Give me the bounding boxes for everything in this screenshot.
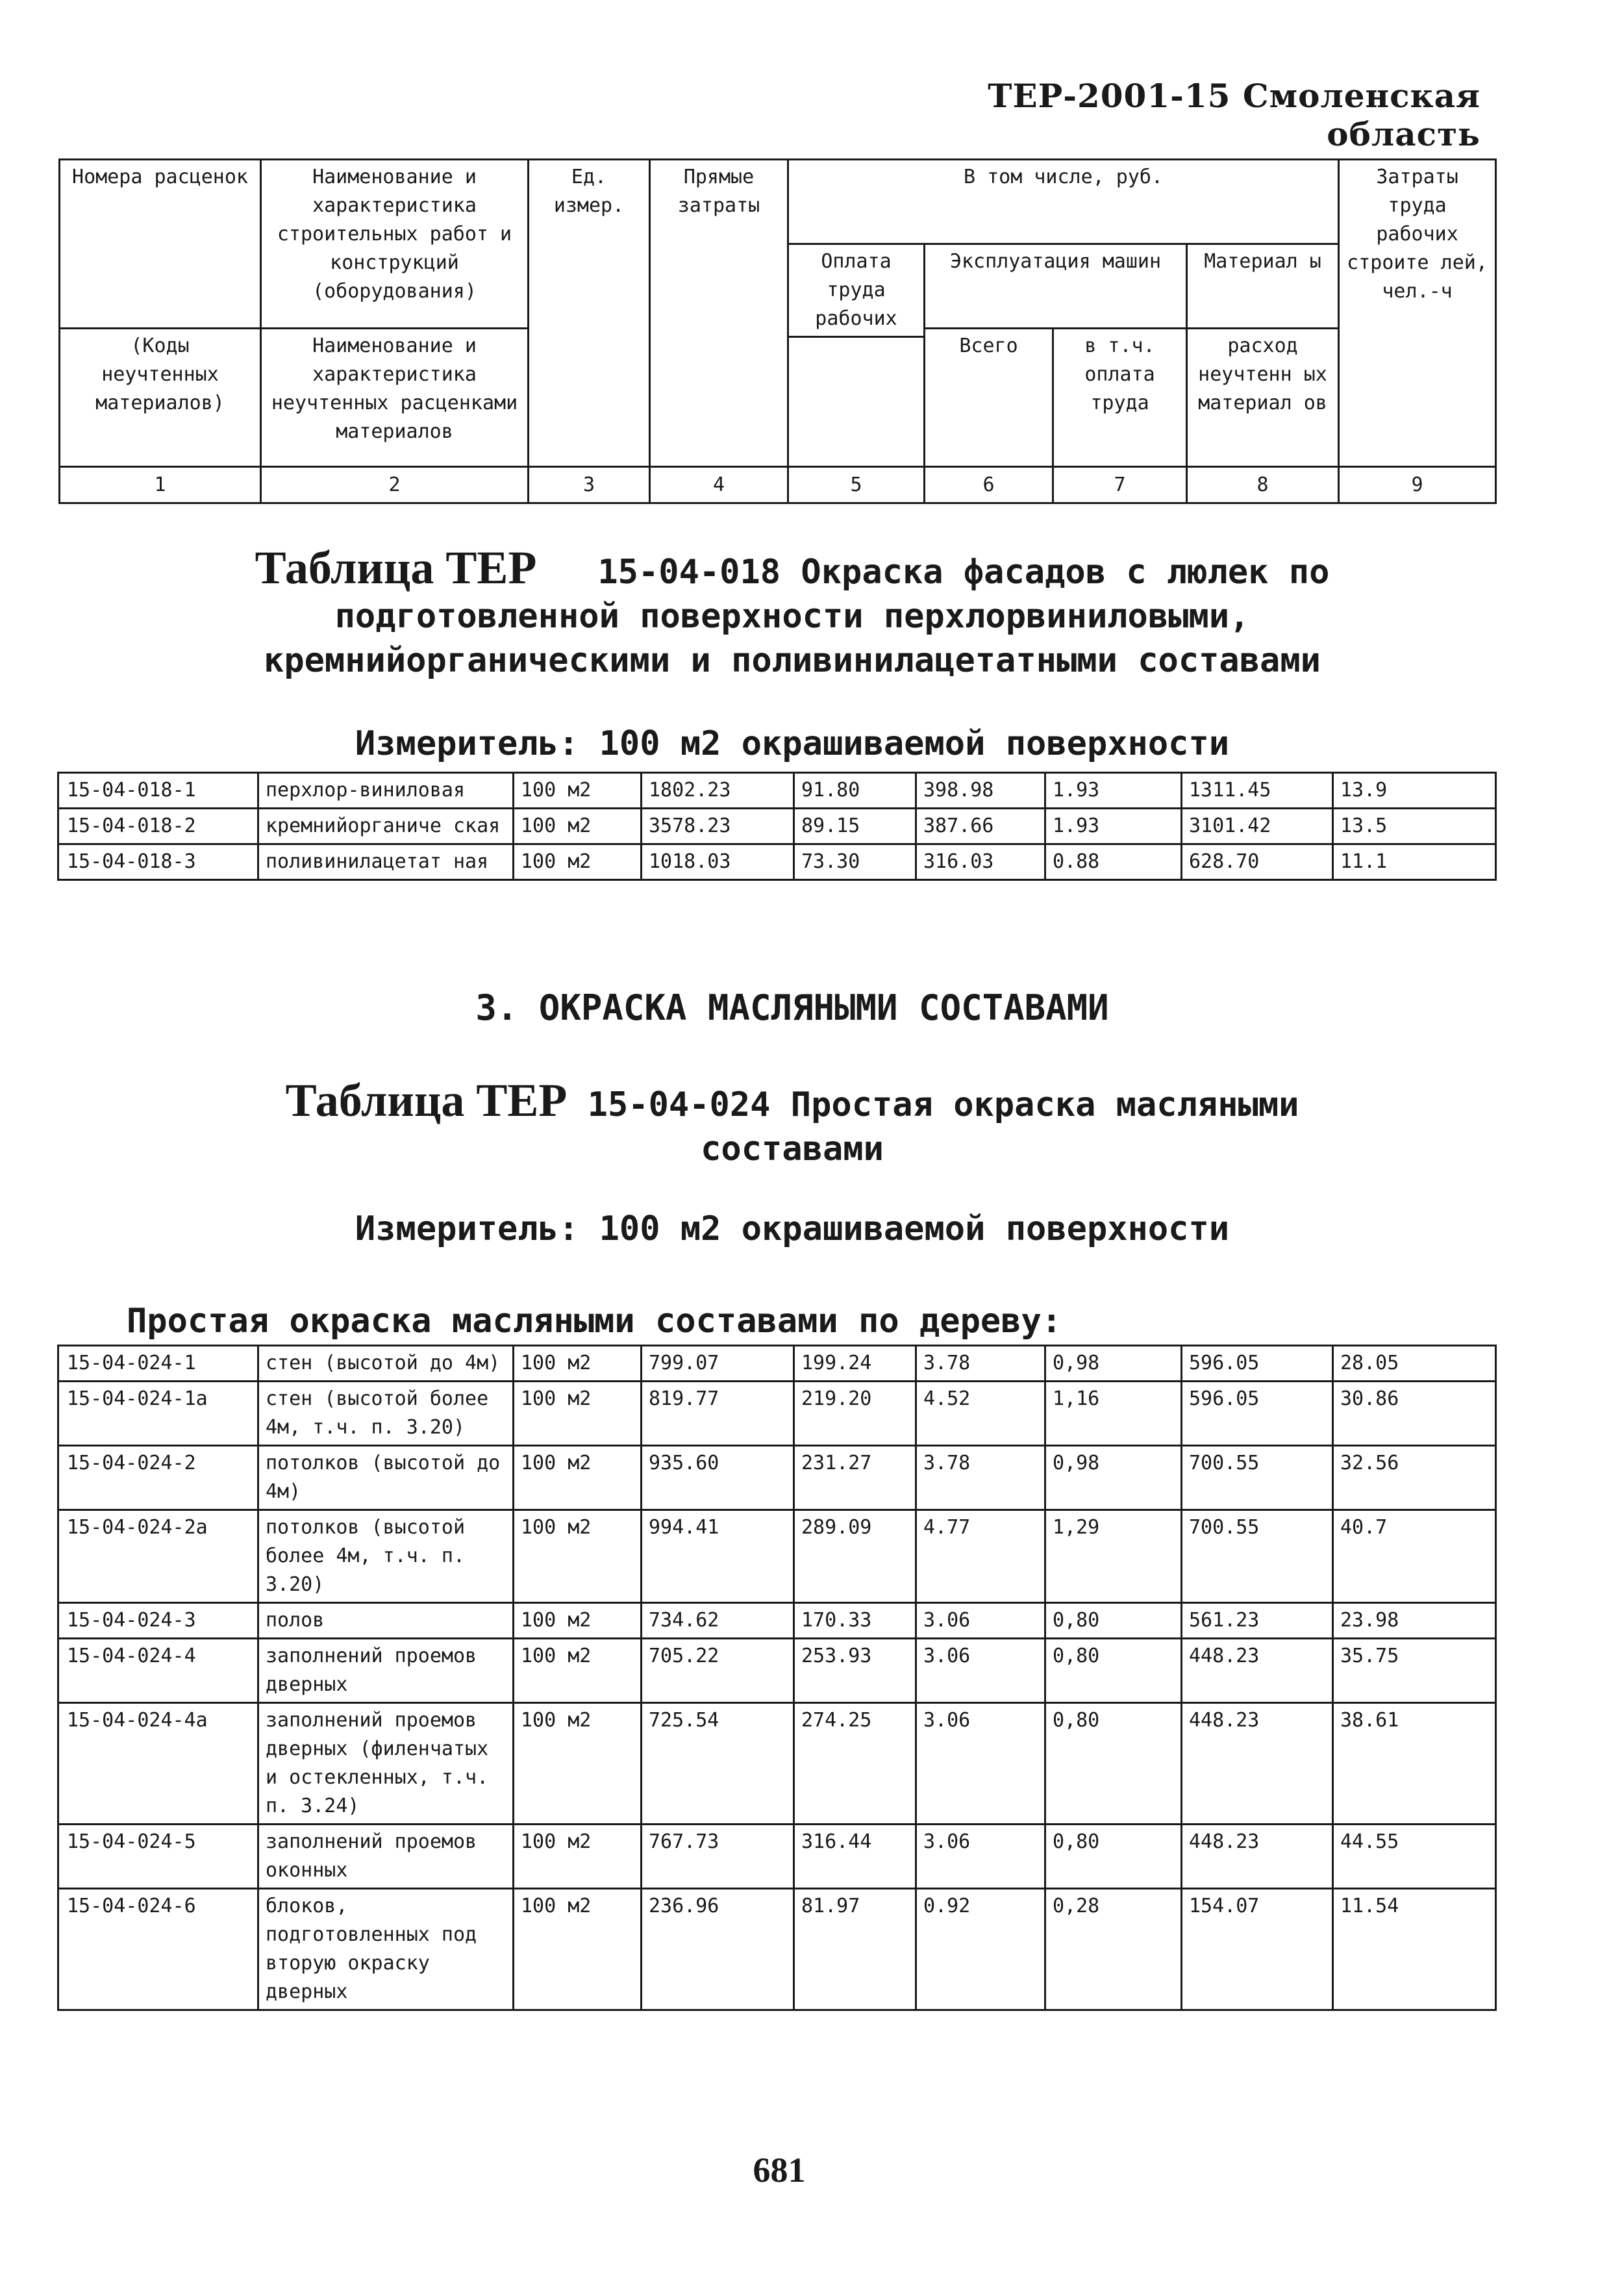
labor-hours: 11.54 [1333,1889,1496,2010]
materials: 1311.45 [1182,773,1333,809]
direct-costs: 734.62 [642,1603,794,1639]
table1-measure: Измеритель: 100 м2 окрашиваемой поверхности [355,724,1230,763]
materials: 596.05 [1182,1346,1333,1382]
work-name: перхлор-виниловая [258,773,514,809]
labor-pay: 231.27 [794,1446,916,1510]
page-header: ТЕР-2001-15 Смоленская область [988,77,1480,153]
unit: 100 м2 [514,1510,642,1603]
labor-pay: 316.44 [794,1825,916,1889]
table1-prefix: Таблица ТЕР [255,542,537,594]
work-name: потолков (высотой более 4м, т.ч. п. 3.20) [258,1510,514,1603]
table2-title-line1: 15-04-024 Простая окраска масляными [587,1085,1299,1124]
rate-code: 15-04-024-4а [58,1703,258,1825]
section-title: 3. ОКРАСКА МАСЛЯНЫМИ СОСТАВАМИ [475,987,1109,1028]
machines-total: 3.78 [916,1446,1045,1510]
direct-costs: 236.96 [642,1889,794,2010]
materials: 561.23 [1182,1603,1333,1639]
labor-pay: 81.97 [794,1889,916,2010]
table-row [58,1639,1496,1703]
table2-prefix: Таблица ТЕР [285,1074,568,1126]
machines-total: 4.52 [916,1382,1045,1446]
materials: 596.05 [1182,1382,1333,1446]
header-codes: Номера расценок [60,160,261,329]
unit: 100 м2 [514,1639,642,1703]
header-work-name: Наименование и характеристика строительных работ и конструкций (оборудования) [261,160,529,329]
work-name: потолков (высотой до 4м) [258,1446,514,1510]
rate-code: 15-04-024-4 [58,1639,258,1703]
table2-measure: Измеритель: 100 м2 окрашиваемой поверхности [355,1209,1230,1248]
labor-hours: 28.05 [1333,1346,1496,1382]
machines-pay: 0,98 [1045,1346,1182,1382]
unit: 100 м2 [514,1825,642,1889]
labor-pay: 89.15 [794,809,916,844]
unit: 100 м2 [514,844,642,880]
labor-pay: 199.24 [794,1346,916,1382]
labor-hours: 38.61 [1333,1703,1496,1825]
machines-total: 3.06 [916,1639,1045,1703]
table-row [58,1510,1496,1603]
header-unaccounted-codes: (Коды неучтенных материалов) [60,329,261,467]
labor-hours: 44.55 [1333,1825,1496,1889]
labor-hours: 13.5 [1333,809,1496,844]
direct-costs: 1018.03 [642,844,794,880]
labor-hours: 23.98 [1333,1603,1496,1639]
unit: 100 м2 [514,1603,642,1639]
work-name: стен (высотой более 4м, т.ч. п. 3.20) [258,1382,514,1446]
header-machines-pay: в т.ч. оплата труда [1053,329,1187,467]
unit: 100 м2 [514,809,642,844]
materials: 154.07 [1182,1889,1333,2010]
table-row [58,1889,1496,2010]
direct-costs: 994.41 [642,1510,794,1603]
unit: 100 м2 [514,773,642,809]
table-row [58,1703,1496,1825]
labor-pay: 73.30 [794,844,916,880]
rate-code: 15-04-024-2а [58,1510,258,1603]
rate-code: 15-04-024-1 [58,1346,258,1382]
column-number: 2 [261,467,529,503]
materials: 448.23 [1182,1825,1333,1889]
table-row [58,844,1496,880]
machines-pay: 0,28 [1045,1889,1182,2010]
table-row [58,1446,1496,1510]
column-number: 4 [650,467,788,503]
work-name: поливинилацетат ная [258,844,514,880]
direct-costs: 799.07 [642,1346,794,1382]
page-number: 681 [753,2151,806,2190]
machines-total: 3.06 [916,1703,1045,1825]
table1-title [78,542,1506,683]
materials: 3101.42 [1182,809,1333,844]
labor-pay: 253.93 [794,1639,916,1703]
header-machines: Эксплуатация машин [925,244,1187,329]
column-number: 8 [1187,467,1339,503]
table-row [58,1382,1496,1446]
direct-costs: 767.73 [642,1825,794,1889]
header-unit: Ед. измер. [529,160,650,467]
column-number: 6 [925,467,1053,503]
materials: 700.55 [1182,1446,1333,1510]
table2-subtitle: Простая окраска масляными составами по дереву: [127,1302,1062,1341]
labor-hours: 30.86 [1333,1382,1496,1446]
table2-title-line2: составами [701,1130,884,1169]
machines-total: 316.03 [916,844,1045,880]
labor-pay: 219.20 [794,1382,916,1446]
machines-total: 3.78 [916,1346,1045,1382]
machines-total: 398.98 [916,773,1045,809]
labor-hours: 11.1 [1333,844,1496,880]
header-including: В том числе, руб. [788,160,1339,244]
machines-pay: 0,98 [1045,1446,1182,1510]
header-labor-hours: Затраты труда рабочих строите лей, чел.-ч [1339,160,1496,467]
machines-pay: 0.88 [1045,844,1182,880]
machines-pay: 0,80 [1045,1703,1182,1825]
table-row [58,1346,1496,1382]
table-row [58,809,1496,844]
direct-costs: 935.60 [642,1446,794,1510]
work-name: заполнений проемов дверных (филенчатых и остекленных, т.ч. п. 3.24) [258,1703,514,1825]
materials: 448.23 [1182,1639,1333,1703]
unit: 100 м2 [514,1889,642,2010]
rate-code: 15-04-024-6 [58,1889,258,2010]
work-name: заполнений проемов оконных [258,1825,514,1889]
work-name: стен (высотой до 4м) [258,1346,514,1382]
machines-pay: 1,29 [1045,1510,1182,1603]
unit: 100 м2 [514,1703,642,1825]
header-unaccounted-name: Наименование и характеристика неучтенных расценками материалов [261,329,529,467]
direct-costs: 725.54 [642,1703,794,1825]
direct-costs: 3578.23 [642,809,794,844]
rate-code: 15-04-018-2 [58,809,258,844]
machines-pay: 0,80 [1045,1639,1182,1703]
materials: 628.70 [1182,844,1333,880]
column-number: 7 [1053,467,1187,503]
labor-pay: 170.33 [794,1603,916,1639]
labor-pay: 274.25 [794,1703,916,1825]
column-number: 9 [1339,467,1496,503]
unit: 100 м2 [514,1446,642,1510]
header-labor-pay: Оплата труда рабочих [788,244,925,337]
rate-code: 15-04-024-2 [58,1446,258,1510]
header-direct-costs: Прямые затраты [650,160,788,467]
labor-pay: 289.09 [794,1510,916,1603]
machines-total: 0.92 [916,1889,1045,2010]
unit: 100 м2 [514,1382,642,1446]
table1-rows [57,772,1497,881]
column-number: 5 [788,467,925,503]
labor-hours: 40.7 [1333,1510,1496,1603]
machines-pay: 0,80 [1045,1603,1182,1639]
unit: 100 м2 [514,1346,642,1382]
work-name: блоков, подготовленных под вторую окраску дверных [258,1889,514,2010]
table-row [58,773,1496,809]
materials: 700.55 [1182,1510,1333,1603]
direct-costs: 705.22 [642,1639,794,1703]
materials: 448.23 [1182,1703,1333,1825]
header-spacer [788,337,925,467]
machines-pay: 1,16 [1045,1382,1182,1446]
labor-hours: 13.9 [1333,773,1496,809]
header-materials: Материал ы [1187,244,1339,329]
rate-code: 15-04-018-3 [58,844,258,880]
header-machines-total: Всего [925,329,1053,467]
machines-pay: 1.93 [1045,809,1182,844]
table1-title-line3: кремнийорганическими и поливинилацетатными составами [264,641,1321,680]
table-row [58,1603,1496,1639]
column-header-table [58,158,1497,504]
table2-rows [57,1345,1497,2011]
header-unaccounted-consumption: расход неучтенн ых материал ов [1187,329,1339,467]
rate-code: 15-04-024-1а [58,1382,258,1446]
direct-costs: 1802.23 [642,773,794,809]
work-name: заполнений проемов дверных [258,1639,514,1703]
table1-title-line2: подготовленной поверхности перхлорвиниловыми, [334,597,1250,636]
machines-pay: 1.93 [1045,773,1182,809]
labor-hours: 35.75 [1333,1639,1496,1703]
table-row [58,1825,1496,1889]
rate-code: 15-04-024-3 [58,1603,258,1639]
table1-title-line1: 15-04-018 Окраска фасадов с люлек по [597,553,1330,592]
column-number: 3 [529,467,650,503]
machines-total: 3.06 [916,1825,1045,1889]
work-name: полов [258,1603,514,1639]
work-name: кремнийорганиче ская [258,809,514,844]
column-number: 1 [60,467,261,503]
table2-title [78,1074,1506,1171]
machines-pay: 0,80 [1045,1825,1182,1889]
machines-total: 3.06 [916,1603,1045,1639]
rate-code: 15-04-024-5 [58,1825,258,1889]
labor-pay: 91.80 [794,773,916,809]
rate-code: 15-04-018-1 [58,773,258,809]
direct-costs: 819.77 [642,1382,794,1446]
machines-total: 387.66 [916,809,1045,844]
machines-total: 4.77 [916,1510,1045,1603]
labor-hours: 32.56 [1333,1446,1496,1510]
